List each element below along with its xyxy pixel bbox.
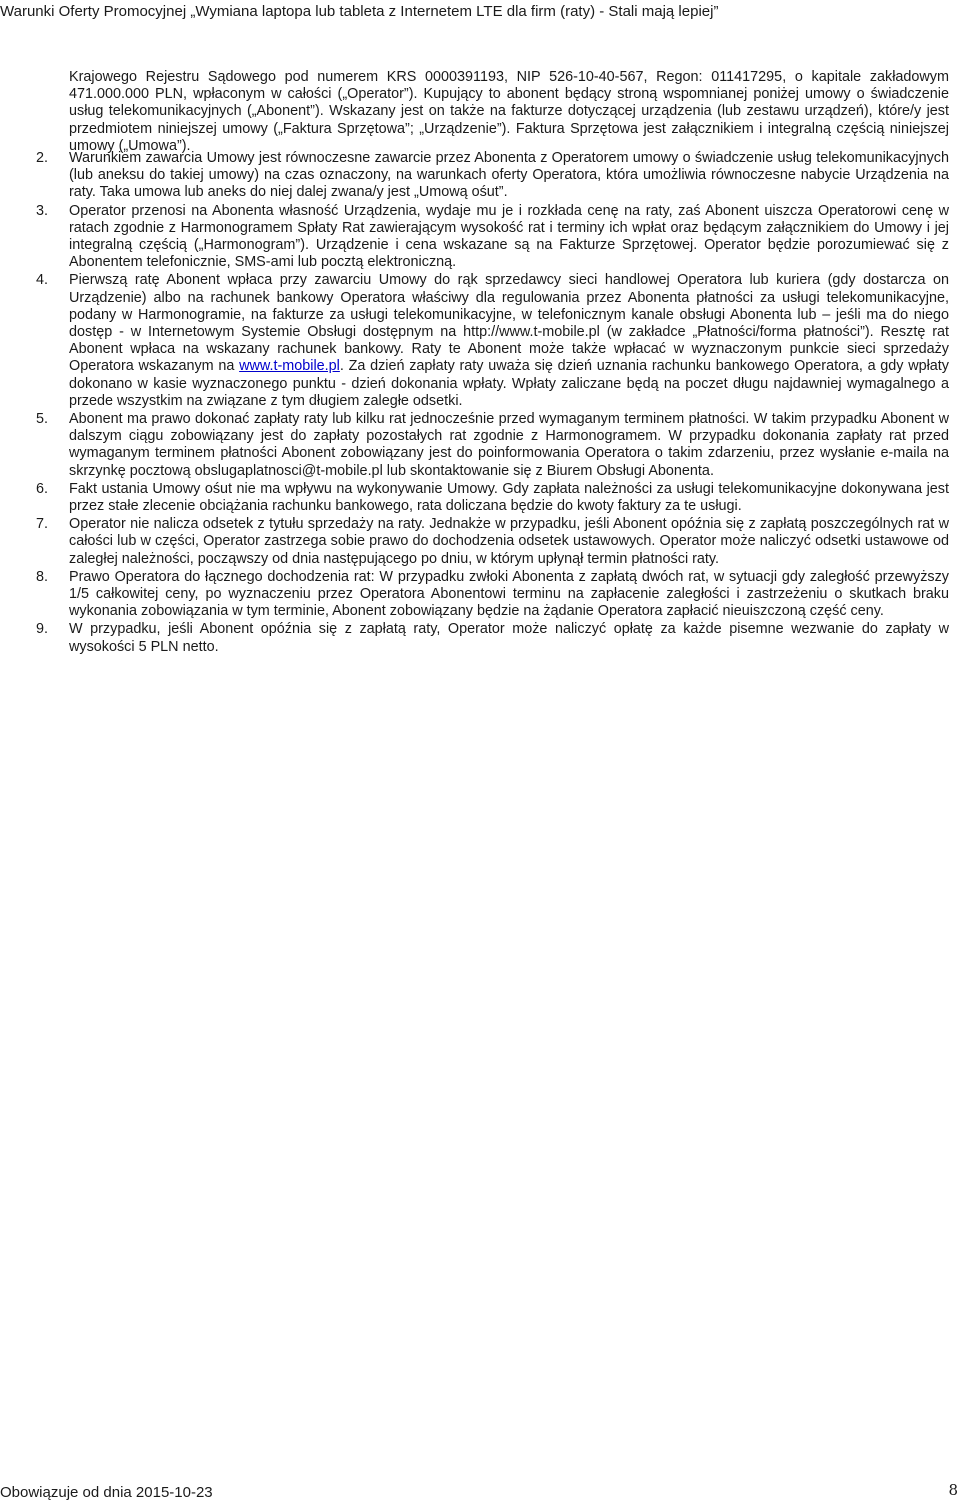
item-number: 8. — [36, 568, 49, 585]
list-item — [36, 150, 949, 202]
list-item — [36, 516, 949, 568]
item-number: 2. — [36, 150, 49, 166]
list-item — [36, 272, 949, 410]
item-number: 5. — [36, 411, 49, 428]
item-text: Warunkiem zawarcia Umowy jest równoczesne zawarcie przez Abonenta z Operatorem umowy o świadczenie usług telekomunikacyjnych (lub aneksu do takiej umowy) na czas oznaczony, na warunkach oferty Operatora, która umożliwia równoczesne nabycie Urządzenia na raty. Taka umowa lub aneks do niej dalej zwana/y jest „Umową ośut”. — [69, 150, 949, 201]
list-item — [36, 203, 949, 272]
footer-effective-date: Obowiązuje od dnia 2015-10-23 — [0, 1484, 213, 1501]
t-mobile-link[interactable]: www.t-mobile.pl — [239, 358, 340, 375]
intro-paragraph: Krajowego Rejestru Sądowego pod numerem KRS 0000391193, NIP 526-10-40-567, Regon: 011417295, o kapitale zakładowym 471.000.000 PLN, wpłaconym w całości („Operator”). Kupujący to abonent będący stroną wspomnianej poniżej umowy o świadczenie usług telekomunikacyjnych („Abonent”). Wskazany jest on także na fakturze dotyczącej urządzenia (lub zestawu urządzeń), które/y jest przedmiotem niniejszej umowy („Faktura Sprzętowa”; „Urządzenie”). Faktura Sprzętowa jest załącznikiem i integralną częścią niniejszej umowy („Umowa”). — [69, 69, 949, 154]
item-text: Operator przenosi na Abonenta własność Urządzenia, wydaje mu je i rozkłada cenę na raty, zaś Abonent uiszcza Operatorowi cenę w ratach zgodnie z Harmonogramem Spłaty Rat zawierającym wysokość rat i terminy ich wpłat oraz będącym załącznikiem do Umowy i jej integralną częścią („Harmonogram”). Urządzenie i cena wskazane są na Fakturze Sprzętowej. Operator będzie porozumiewać się z Abonentem telefonicznie, SMS-ami lub pocztą elektroniczną. — [69, 202, 949, 271]
item-text-part: Pierwszą ratę Abonent wpłaca przy zawarciu Umowy do rąk sprzedawcy sieci handlowej Operatora lub kuriera (gdy dostarcza on Urządzenie) albo na rachunek bankowy Operatora właściwy dla regulowania przez Abonenta płatności za usługi telekomunikacyjne, podany w Harmonogramie, na fakturze za usługi telekomunikacyjne, w telefonicznym kanale obsługi Abonenta lub – jeśli ma do niego dostęp - w Internetowym Systemie Obsługi dostępnym na http://www.t-mobile.pl (w zakładce „Płatności/forma płatności”). Resztę rat Abonent wpłaca na wskazany rachunek bankowy. Raty te Abonent może także wpłacać w wyznaczonym punkcie sieci sprzedaży Operatora wskazanym na — [69, 272, 949, 375]
item-number: 4. — [36, 272, 49, 289]
list-item — [36, 621, 949, 655]
item-number: 3. — [36, 202, 49, 219]
document-header-title: Warunki Oferty Promocyjnej „Wymiana laptopa lub tableta z Internetem LTE dla firm (raty) - Stali mają lepiej” — [0, 3, 719, 20]
item-text: W przypadku, jeśli Abonent opóźnia się z zapłatą raty, Operator może naliczyć opłatę za każde pisemne wezwanie do zapłaty w wysokości 5 PLN netto. — [69, 621, 949, 655]
list-item — [36, 411, 949, 480]
item-text: Abonent ma prawo dokonać zapłaty raty lub kilku rat jednocześnie przed wymaganym terminem płatności. W takim przypadku Abonent w dalszym ciągu zobowiązany jest do zapłaty pozostałych rat zgodnie z Harmonogramem. W przypadku dokonania zapłaty rat przed wymaganym terminem płatności Abonent zobowiązany jest do poinformowania Operatora o takim zdarzeniu, przez wysłanie e-maila na skrzynkę pocztową obslugaplatnosci@t-mobile.pl lub skontaktowanie się z Biurem Obsługi Abonenta. — [69, 411, 949, 479]
item-text — [69, 272, 949, 410]
item-text: Operator nie nalicza odsetek z tytułu sprzedaży na raty. Jednakże w przypadku, jeśli Abonent opóźnia się z zapłatą poszczególnych rat w całości lub w części, Operator zastrzega sobie prawo do dochodzenia odsetek ustawowych. Operator może naliczyć odsetki ustawowe od zaległej należności, począwszy od dnia następującego po dniu, w którym upłynął termin płatności raty. — [69, 516, 949, 567]
terms-list — [36, 150, 949, 656]
item-text: Fakt ustania Umowy ośut nie ma wpływu na wykonywanie Umowy. Gdy zapłata należności za usługi telekomunikacyjne dokonywana jest przez stałe zlecenie obciążania rachunku bankowego, rata doliczana będzie do kwoty faktury za te usługi. — [69, 480, 949, 515]
page-number: 8 — [948, 1481, 958, 1499]
list-item — [36, 481, 949, 515]
item-text-part: . Za dzień zapłaty raty uważa się dzień uznania rachunku bankowego Operatora, a gdy wpłaty dokonano w kasie wyznaczonego punktu - dzień dokonania wpłaty. Wpłaty zaliczane będą na poczet długu najdawniej wymagalnego a przede wszystkim na związane z tym długiem zaległe odsetki. — [69, 358, 949, 409]
list-item — [36, 569, 949, 621]
item-number: 7. — [36, 516, 49, 533]
item-number: 9. — [36, 621, 49, 638]
item-number: 6. — [36, 480, 49, 497]
item-text: Prawo Operatora do łącznego dochodzenia rat: W przypadku zwłoki Abonenta z zapłatą dwóch rat, w sytuacji gdy zaległość przewyższy 1/5 całkowitej ceny, po wyznaczeniu przez Operatora Abonentowi terminu na zapłacenie zaległości i zastrzeżeniu o skutkach braku wykonania zobowiązania w tym terminie, Abonent zobowiązany będzie na żądanie Operatora zapłacić nieuiszczoną część ceny. — [69, 568, 949, 620]
